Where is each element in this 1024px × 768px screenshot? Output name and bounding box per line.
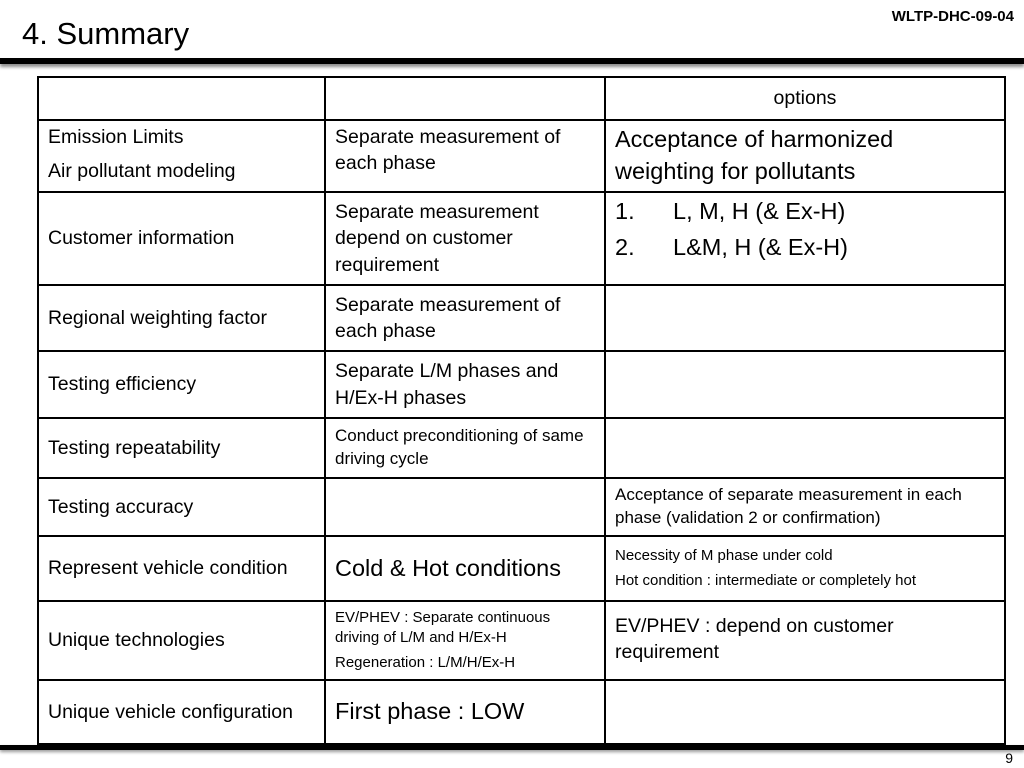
cell-line: Separate measurement of each phase xyxy=(335,293,561,342)
row-approach-cell xyxy=(325,192,605,285)
row-option-cell xyxy=(605,351,1005,418)
cell-line: Testing repeatability xyxy=(48,436,221,459)
cell-line: Cold & Hot conditions xyxy=(335,554,561,581)
row-approach-cell xyxy=(325,120,605,192)
option-text: L, M, H (& Ex-H) xyxy=(673,198,846,224)
numbered-option xyxy=(615,232,995,264)
row-item-cell xyxy=(38,418,325,478)
cell-line: Unique vehicle configuration xyxy=(48,700,293,723)
table-row xyxy=(38,351,1005,418)
row-approach-cell xyxy=(325,351,605,418)
cell-line: Acceptance of separate measurement in each phase (validation 2 or confirmation) xyxy=(615,485,962,527)
cell-line: Testing efficiency xyxy=(48,373,197,396)
cell-line: Regeneration : L/M/H/Ex-H xyxy=(335,653,516,671)
table-row xyxy=(38,680,1005,744)
cell-line: EV/PHEV : depend on customer requirement xyxy=(615,615,894,664)
option-number: 2. xyxy=(615,233,635,260)
table-row xyxy=(38,285,1005,351)
cell-line: Separate L/M phases and H/Ex-H phases xyxy=(335,360,559,409)
document-id: WLTP-DHC-09-04 xyxy=(891,8,1014,25)
page-number: 9 xyxy=(1005,750,1013,766)
row-item-cell xyxy=(38,351,325,418)
row-approach-cell xyxy=(325,680,605,744)
row-approach-cell xyxy=(325,285,605,351)
table-row xyxy=(38,418,1005,478)
title-divider xyxy=(0,58,1024,64)
row-option-cell xyxy=(605,601,1005,680)
numbered-option xyxy=(615,196,995,228)
cell-line: Regional weighting factor xyxy=(48,306,267,329)
header-cell-options: options xyxy=(605,77,1005,120)
row-item-cell xyxy=(38,285,325,351)
row-approach-cell xyxy=(325,478,605,536)
row-option-cell xyxy=(605,478,1005,536)
option-text: L&M, H (& Ex-H) xyxy=(673,233,848,260)
row-item-cell xyxy=(38,478,325,536)
row-option-cell xyxy=(605,680,1005,744)
row-option-cell xyxy=(605,192,1005,285)
cell-line: Testing accuracy xyxy=(48,495,194,518)
table-row xyxy=(38,120,1005,192)
cell-line: First phase : LOW xyxy=(335,698,525,725)
row-item-cell xyxy=(38,192,325,285)
header-cell-approach xyxy=(325,77,605,120)
cell-line: Separate measurement depend on customer requirement xyxy=(335,201,539,276)
cell-line: Emission Limits xyxy=(48,126,184,148)
option-number: 1. xyxy=(615,198,635,224)
cell-line: Conduct preconditioning of same driving cycle xyxy=(335,426,584,468)
row-option-cell xyxy=(605,285,1005,351)
row-approach-cell xyxy=(325,536,605,601)
cell-line: Represent vehicle condition xyxy=(48,557,288,580)
row-option-cell xyxy=(605,120,1005,192)
row-approach-cell xyxy=(325,418,605,478)
slide-title: 4. Summary xyxy=(22,16,190,51)
cell-line: Customer information xyxy=(48,227,235,250)
table-row xyxy=(38,478,1005,536)
footer-divider xyxy=(0,745,1024,750)
cell-line: EV/PHEV : Separate continuous driving of L/M and H/Ex-H xyxy=(335,609,551,647)
cell-line: Acceptance of harmonized weighting for pollutants xyxy=(615,126,894,184)
row-option-cell xyxy=(605,536,1005,601)
table-header-row xyxy=(38,77,1005,120)
table-row xyxy=(38,601,1005,680)
row-item-cell xyxy=(38,680,325,744)
header-cell-item xyxy=(38,77,325,120)
cell-line: Hot condition : intermediate or completely hot xyxy=(615,571,916,589)
table-row xyxy=(38,536,1005,601)
row-item-cell xyxy=(38,120,325,192)
row-approach-cell xyxy=(325,601,605,680)
cell-line: Necessity of M phase under cold xyxy=(615,547,833,565)
row-item-cell xyxy=(38,601,325,680)
cell-line: Separate measurement of each phase xyxy=(335,126,561,175)
table-row xyxy=(38,192,1005,285)
cell-line: Air pollutant modeling xyxy=(48,160,236,183)
cell-line: Unique technologies xyxy=(48,629,225,652)
row-item-cell xyxy=(38,536,325,601)
summary-table xyxy=(37,76,1006,745)
row-option-cell xyxy=(605,418,1005,478)
